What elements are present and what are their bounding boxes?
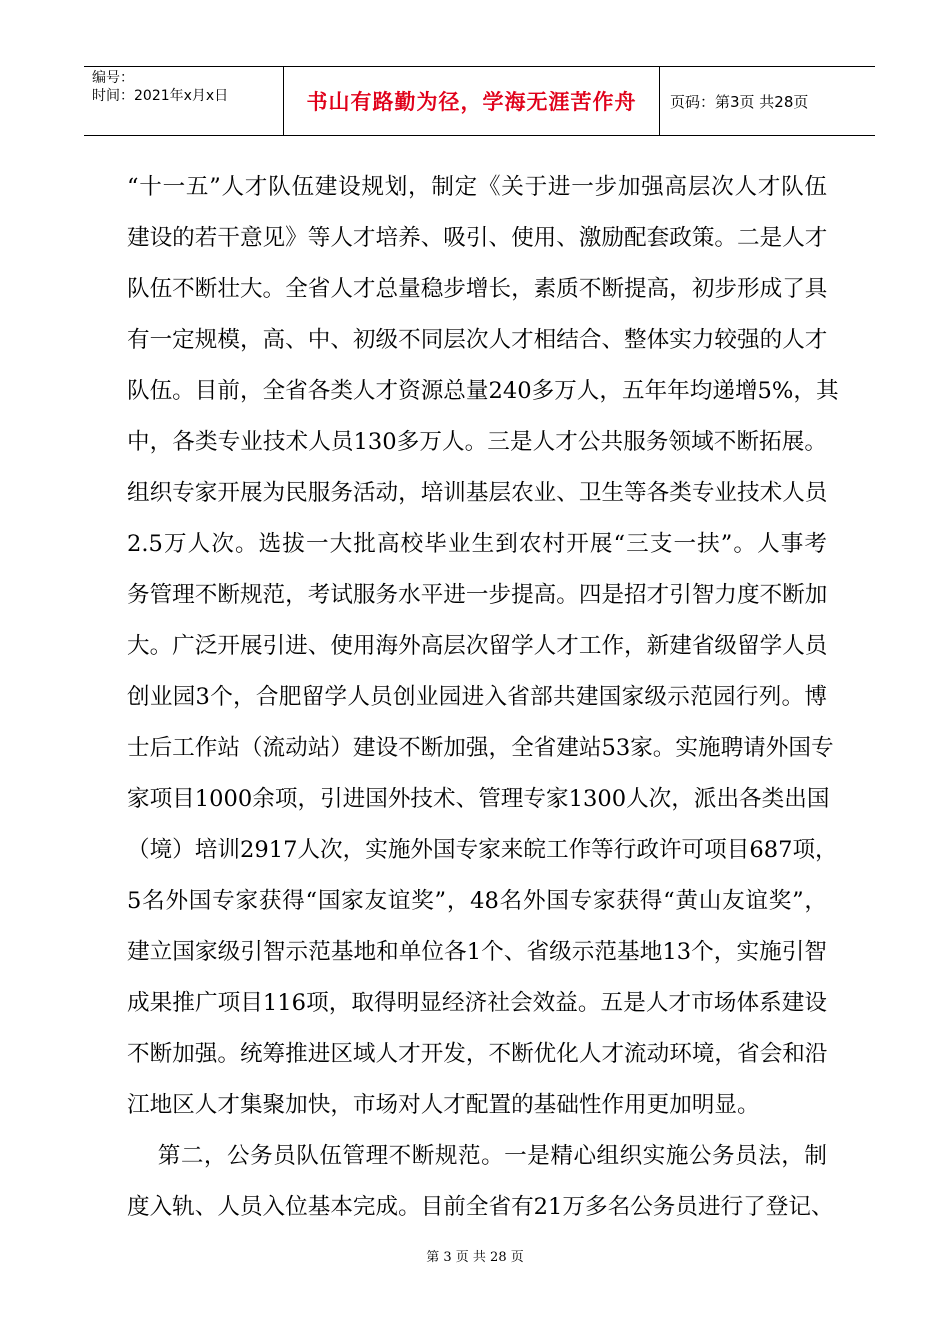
body-line: 度入轨、人员入位基本完成。目前全省有21万多名公务员进行了登记、 [127, 1194, 834, 1220]
body-line: 建设的若干意见》等人才培养、吸引、使用、激励配套政策。二是人才 [127, 225, 828, 251]
header-motto: 书山有路勤为径，学海无涯苦作舟 [306, 90, 637, 114]
header-page-cell [660, 67, 876, 136]
document-body [127, 162, 839, 1233]
body-line: 中，各类专业技术人员130多万人。三是人才公共服务领域不断拓展。 [127, 429, 827, 455]
body-line: “十一五”人才队伍建设规划，制定《关于进一步加强高层次人才队伍 [127, 174, 827, 200]
header-meta-cell [84, 67, 284, 136]
header-page-code: 页码：第3页 共28页 [670, 92, 809, 111]
document-code-label: 编号： [92, 70, 134, 86]
body-line: 建立国家级引智示范基地和单位各1个、省级示范基地13个，实施引智 [127, 939, 827, 965]
body-line: 有一定规模，高、中、初级不同层次人才相结合、整体实力较强的人才 [127, 327, 828, 353]
body-line: 江地区人才集聚加快，市场对人才配置的基础性作用更加明显。 [127, 1092, 760, 1118]
body-line: 大。广泛开展引进、使用海外高层次留学人才工作，新建省级留学人员 [127, 633, 828, 659]
page-footer: 第 3 页 共 28 页 [426, 1250, 524, 1265]
body-line: （境）培训2917人次，实施外国专家来皖工作等行政许可项目687项， [127, 837, 838, 863]
body-line: 队伍。目前，全省各类人才资源总量240多万人，五年年均递增5%，其 [127, 378, 839, 404]
body-line: 士后工作站（流动站）建设不断加强，全省建站53家。实施聘请外国专 [127, 735, 834, 761]
body-line: 5名外国专家获得“国家友谊奖”，48名外国专家获得“黄山友谊奖”， [127, 888, 827, 914]
body-line: 第二，公务员队伍管理不断规范。一是精心组织实施公务员法，制 [127, 1143, 827, 1169]
page-header [84, 66, 875, 136]
body-line: 创业园3个，合肥留学人员创业园进入省部共建国家级示范园行列。博 [127, 684, 827, 710]
header-motto-cell [284, 67, 660, 136]
body-line: 成果推广项目116项，取得明显经济社会效益。五是人才市场体系建设 [127, 990, 827, 1016]
body-line: 不断加强。统筹推进区域人才开发，不断优化人才流动环境，省会和沿 [127, 1041, 828, 1067]
body-line: 家项目1000余项，引进国外技术、管理专家1300人次，派出各类出国 [127, 786, 830, 812]
body-line: 队伍不断壮大。全省人才总量稳步增长，素质不断提高，初步形成了具 [127, 276, 828, 302]
body-line: 2.5万人次。选拔一大批高校毕业生到农村开展“三支一扶”。人事考 [127, 531, 827, 557]
body-line: 务管理不断规范，考试服务水平进一步提高。四是招才引智力度不断加 [127, 582, 828, 608]
document-time-label: 时间：2021年x月x日 [92, 88, 229, 104]
body-line: 组织专家开展为民服务活动，培训基层农业、卫生等各类专业技术人员 [127, 480, 828, 506]
